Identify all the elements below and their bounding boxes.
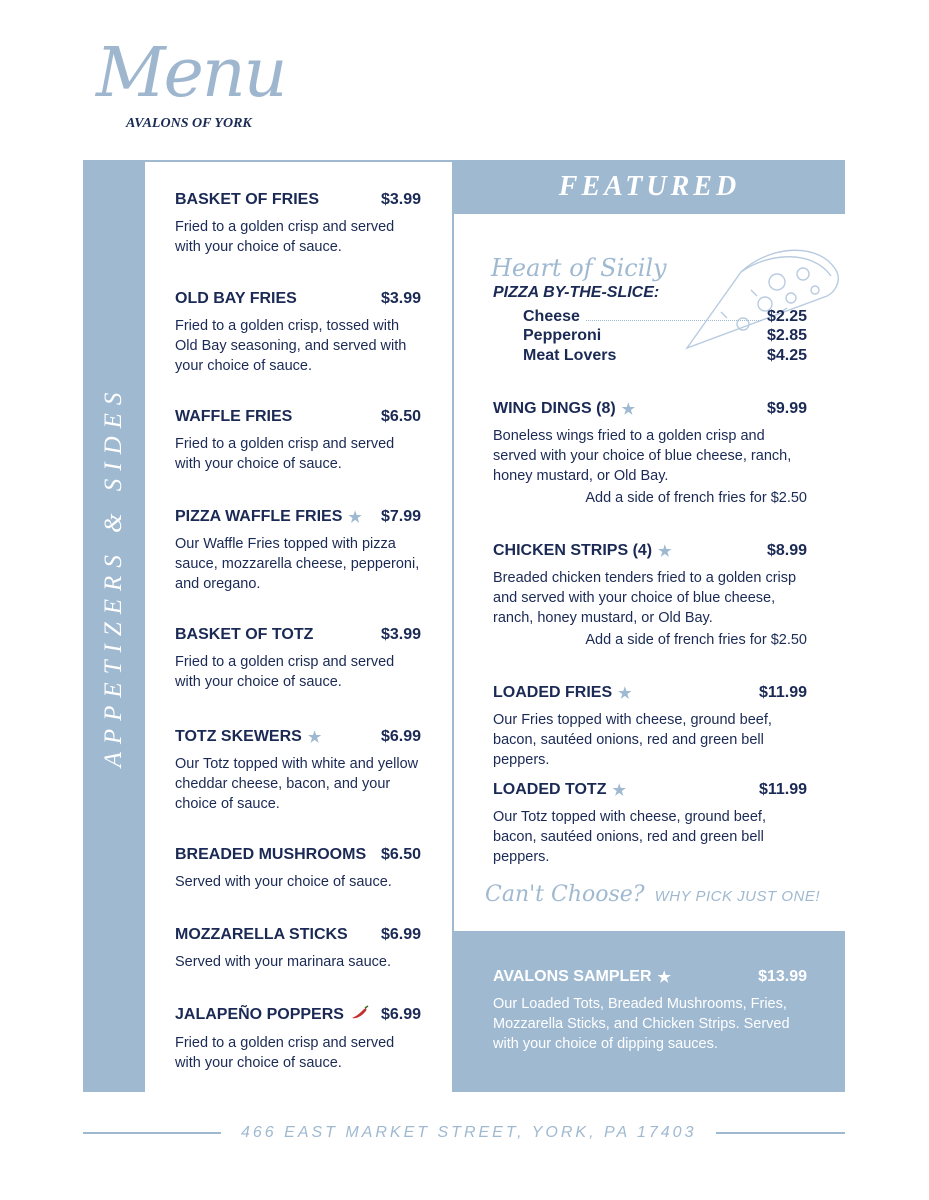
item-description: Fried to a golden crisp and served with your choice of sauce. xyxy=(175,1035,395,1071)
item-name: BASKET OF FRIES xyxy=(175,191,320,208)
pizza-name: Meat Lovers xyxy=(523,347,617,364)
item-description: Boneless wings fried to a golden crisp and served with your choice of blue cheese, ranch, honey mustard, or Old Bay. xyxy=(493,428,792,484)
item-price: $11.99 xyxy=(758,684,807,701)
menu-item xyxy=(175,290,421,376)
star-icon: ★ xyxy=(612,781,626,799)
item-price: $6.99 xyxy=(380,728,421,745)
sampler-box xyxy=(454,931,845,1092)
item-description: Our Fries topped with cheese, ground beef, bacon, sautéed onions, red and green bell peppers. xyxy=(493,712,772,768)
star-icon: ★ xyxy=(618,684,632,702)
pizza-price: $4.25 xyxy=(766,347,807,364)
item-price: $9.99 xyxy=(766,400,807,417)
menu-item xyxy=(175,626,421,692)
item-price: $7.99 xyxy=(380,508,421,525)
item-name: WING DINGS (8) xyxy=(493,400,616,417)
item-price: $3.99 xyxy=(380,290,421,307)
pizza-row xyxy=(523,327,807,345)
item-description: Our Waffle Fries topped with pizza sauce, mozzarella cheese, pepperoni, and oregano. xyxy=(175,536,420,592)
pizza-name: Cheese xyxy=(523,308,580,325)
item-price: $11.99 xyxy=(758,781,807,798)
featured-item xyxy=(493,684,807,770)
item-name: CHICKEN STRIPS (4) xyxy=(493,542,653,559)
menu-item xyxy=(175,408,421,474)
menu-item xyxy=(175,926,421,972)
item-price: $6.50 xyxy=(380,846,421,863)
item-name: LOADED FRIES xyxy=(493,684,613,701)
item-name: AVALONS SAMPLER xyxy=(493,968,652,985)
item-name: BREADED MUSHROOMS xyxy=(175,846,367,863)
menu-item xyxy=(175,191,421,257)
chili-pepper-icon xyxy=(350,1005,370,1025)
star-icon: ★ xyxy=(348,508,362,526)
item-description: Served with your choice of sauce. xyxy=(175,874,392,890)
dotted-leader xyxy=(622,347,761,360)
item-name: JALAPEÑO POPPERS xyxy=(175,1006,344,1023)
pizza-price: $2.25 xyxy=(766,308,807,325)
item-description: Fried to a golden crisp and served with your choice of sauce. xyxy=(175,219,395,255)
menu-logo-script: Menu xyxy=(96,34,286,113)
item-description: Our Totz topped with cheese, ground beef, bacon, sautéed onions, red and green bell peppers. xyxy=(493,809,766,865)
menu-item xyxy=(175,1005,421,1073)
footer-divider-right xyxy=(716,1132,845,1134)
cant-choose-tagline: WHY PICK JUST ONE! xyxy=(654,888,821,905)
pizza-price: $2.85 xyxy=(766,327,807,344)
item-description: Served with your marinara sauce. xyxy=(175,954,391,970)
pizza-name: Pepperoni xyxy=(523,327,602,344)
item-note: Add a side of french fries for $2.50 xyxy=(585,490,807,506)
menu-item xyxy=(175,728,421,814)
item-price: $6.99 xyxy=(380,1006,421,1023)
item-price: $3.99 xyxy=(380,626,421,643)
star-icon: ★ xyxy=(621,400,636,418)
footer-address: 466 EAST MARKET STREET, YORK, PA 17403 xyxy=(241,1124,697,1141)
item-note: Add a side of french fries for $2.50 xyxy=(585,632,807,648)
sicily-script-title: Heart of Sicily xyxy=(491,254,667,282)
pizza-by-slice-label: PIZZA BY-THE-SLICE: xyxy=(493,284,660,301)
item-description: Our Loaded Tots, Breaded Mushrooms, Fries, Mozzarella Sticks, and Chicken Strips. Served with your choice of dipping sauces. xyxy=(493,996,790,1052)
item-price: $8.99 xyxy=(766,542,807,559)
pizza-row xyxy=(523,308,807,326)
dotted-leader xyxy=(607,327,761,340)
item-price: $3.99 xyxy=(380,191,421,208)
star-icon: ★ xyxy=(658,542,672,560)
footer-divider-left xyxy=(83,1132,221,1134)
pizza-row xyxy=(523,347,807,365)
restaurant-name: AVALONS OF YORK xyxy=(126,116,252,131)
featured-item xyxy=(493,781,807,867)
item-description: Fried to a golden crisp and served with your choice of sauce. xyxy=(175,436,395,472)
item-name: PIZZA WAFFLE FRIES xyxy=(175,508,343,525)
item-price: $6.99 xyxy=(380,926,421,943)
item-name: TOTZ SKEWERS xyxy=(175,728,302,745)
menu-item xyxy=(175,846,421,892)
item-description: Fried to a golden crisp and served with your choice of sauce. xyxy=(175,654,395,690)
item-description: Fried to a golden crisp, tossed with Old Bay seasoning, and served with your choice of sauce. xyxy=(175,318,407,374)
item-price: $6.50 xyxy=(380,408,421,425)
featured-item xyxy=(493,542,807,648)
item-price: $13.99 xyxy=(758,968,807,985)
chili-pepper-icon-svg xyxy=(350,1005,370,1021)
item-name: MOZZARELLA STICKS xyxy=(175,926,348,943)
dotted-leader xyxy=(586,308,761,321)
sampler-item xyxy=(493,968,807,1054)
item-name: WAFFLE FRIES xyxy=(175,408,293,425)
item-description: Our Totz topped with white and yellow cheddar cheese, bacon, and your choice of sauce. xyxy=(175,756,419,812)
featured-item xyxy=(493,400,807,506)
featured-title: FEATURED xyxy=(558,171,741,202)
menu-frame xyxy=(83,160,845,1092)
item-description: Breaded chicken tenders fried to a golden crisp and served with your choice of blue cheese, ranch, honey mustard, or Old Bay. xyxy=(493,570,797,626)
item-name: OLD BAY FRIES xyxy=(175,290,297,307)
star-icon: ★ xyxy=(307,728,322,746)
appetizers-band xyxy=(83,160,145,1092)
star-icon: ★ xyxy=(657,968,671,986)
footer xyxy=(83,1124,845,1142)
cant-choose-banner xyxy=(485,882,820,907)
item-name: BASKET OF TOTZ xyxy=(175,626,314,643)
appetizers-band-title: APPETIZERS & SIDES xyxy=(100,384,127,768)
item-name: LOADED TOTZ xyxy=(493,781,607,798)
cant-choose-script: Can't Choose? xyxy=(485,882,645,907)
menu-item xyxy=(175,508,421,594)
featured-header xyxy=(454,160,845,214)
